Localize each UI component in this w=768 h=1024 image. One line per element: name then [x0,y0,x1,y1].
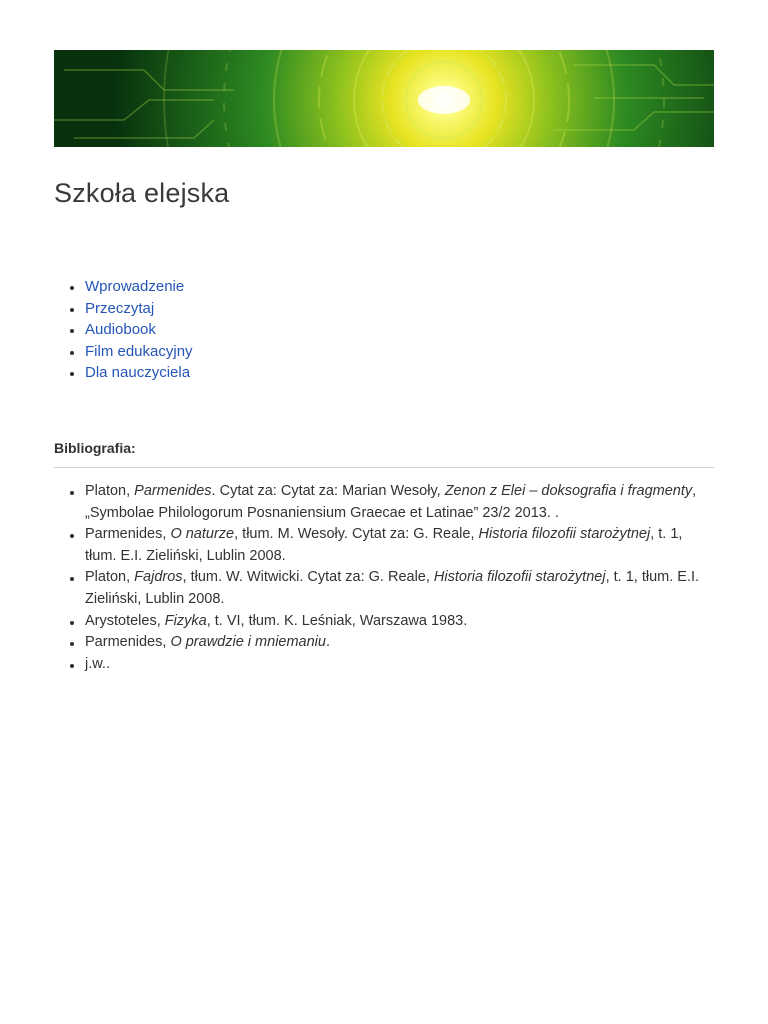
header-banner-image [54,50,714,147]
nav-item-dla-nauczyciela [54,362,193,384]
bibliography-entry [54,654,714,676]
bibliography-entry [54,632,714,654]
bibliography-text: , t. 1, tłum. E.I. Zieliński, Lublin 2008. [85,569,700,607]
bibliography-title: Historia filozofii starożytnej [478,526,651,543]
bibliography-title: Zenon z Elei – doksografia i fragmenty [444,483,693,499]
nav-link-przeczytaj[interactable]: Przeczytaj [85,299,155,317]
section-nav-list [54,276,193,384]
bibliography-entry [54,481,714,524]
nav-link-audiobook[interactable]: Audiobook [85,321,156,339]
nav-item-przeczytaj [54,298,193,320]
bibliography-text: Parmenides, [85,526,171,543]
nav-item-audiobook [54,319,193,341]
nav-link-film-edukacyjny[interactable]: Film edukacyjny [85,342,193,360]
bibliography-title: O prawdzie i mniemaniu [170,634,326,651]
bibliography-text: Parmenides, [85,634,171,651]
bibliography-title: O naturze [170,526,235,543]
bibliography-text: Platon, [85,483,135,499]
bibliography-title: Fajdros [134,569,183,586]
bibliography-entry [54,611,714,633]
bibliography-entry [54,567,714,610]
bibliography-entry [54,524,714,567]
nav-link-dla-nauczyciela[interactable]: Dla nauczyciela [85,364,191,382]
nav-item-film-edukacyjny [54,341,193,363]
nav-item-wprowadzenie [54,276,193,298]
bibliography-title: Historia filozofii starożytnej [433,569,606,586]
bibliography-text: , t. 1, tłum. E.I. Zieliński, Lublin 2008. [85,526,683,564]
bibliography-text: , tłum. M. Wesoły. Cytat za: G. Reale, [234,526,479,543]
bibliography-text: . Cytat za: Cytat za: Marian Wesoły, [211,483,445,499]
bibliography-text: Arystoteles, [85,612,165,629]
page-title: Szkoła elejska [54,178,230,208]
bibliography-list [54,481,714,675]
bibliography-text: j.w.. [85,655,110,672]
bibliography-divider [54,467,714,468]
bibliography-text: , t. VI, tłum. K. Leśniak, Warszawa 1983. [206,612,468,629]
bibliography-text: , „Symbolae Philologorum Posnaniensium Graecae et Latinae” 23/2 2013. . [85,483,697,521]
bibliography-text: Platon, [85,569,135,586]
circuit-glow-illustration [54,50,714,147]
bibliography-text: , tłum. W. Witwicki. Cytat za: G. Reale, [182,569,434,586]
bibliography-title: Parmenides [134,483,212,499]
bibliography-heading: Bibliografia: [54,440,136,456]
bibliography-text: . [325,634,331,651]
nav-link-wprowadzenie[interactable]: Wprowadzenie [85,278,185,295]
bibliography-title: Fizyka [164,612,207,629]
